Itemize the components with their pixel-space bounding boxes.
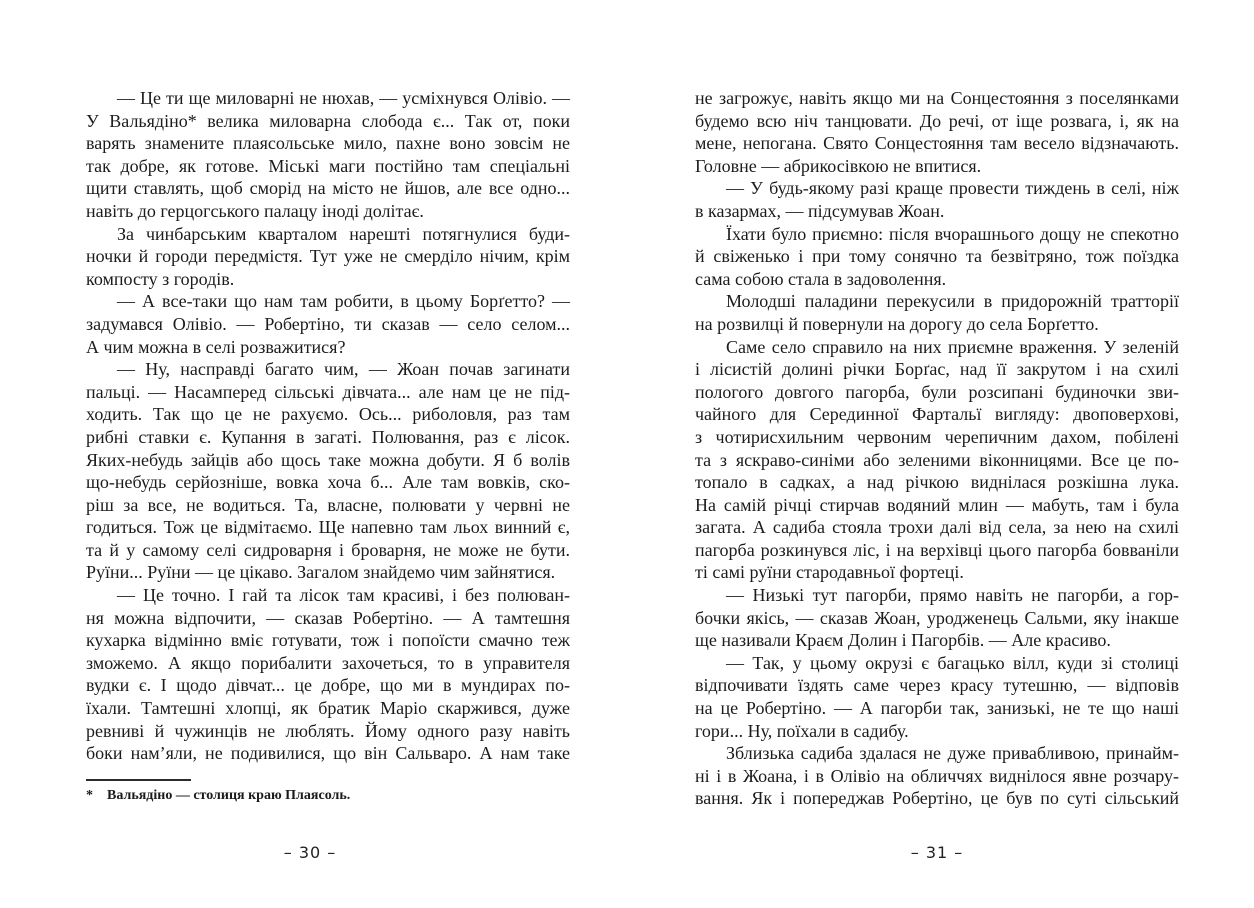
text-line: ня можна відпочити, — сказав Робертіно. — А тамтешня	[86, 607, 570, 628]
text-line: Молодші паладини перекусили в придорожній тратторії	[726, 291, 1179, 312]
text-line: ні і в Жоана, і в Олівіо на обличчях виднілося явне розчару-	[695, 765, 1179, 786]
text-line: У Вальядіно* велика миловарна слобода є... Так от, поки	[86, 110, 570, 131]
text-line: ходить. Так що це не рахуємо. Ось... риболовля, раз там	[86, 404, 570, 425]
text-line: так добре, як готове. Міські маги постійно там спеціальні	[86, 155, 570, 176]
text-line: — У будь-якому разі краще провести тиждень в селі, ніж	[726, 178, 1179, 199]
text-line: пальці. — Насамперед сільські дівчата... але нам це не під-	[86, 381, 570, 402]
text-line: з чотирисхильним червоним черепичним дахом, побілені	[695, 426, 1179, 447]
text-line: ті самі руїни стародавньої фортеці.	[695, 562, 964, 583]
text-line: будемо всю ніч танцювати. До речі, от іще розвага, і, як на	[695, 110, 1179, 131]
footnote-text	[86, 788, 570, 804]
text-line: топало в садках, а над річкою виднілася розкішна лука.	[695, 472, 1179, 493]
text-line: вудки є. І щодо дівчат... це добре, що ми в мундирах по-	[86, 675, 570, 696]
text-line: і лісистій долині річки Борґас, над її закрутом і на схилі	[695, 359, 1179, 380]
footnote-rule	[86, 779, 191, 781]
text-line: ночки й городи передмістя. Тут уже не смерділо нічим, крім	[86, 246, 570, 267]
footnote-label: Вальядіно — столиця краю Плаясоль.	[107, 788, 351, 803]
text-line: годиться. Тож це відмітаємо. Ще напевно там льох винний є,	[86, 517, 570, 538]
text-line: — А все-таки що нам там робити, в цьому Борґетто? —	[117, 291, 570, 312]
text-line: — Це точно. І гай та лісок там красиві, і без полюван-	[117, 585, 570, 606]
text-line: — Це ти ще миловарні не нюхав, — усміхнувся Олівіо. —	[117, 88, 570, 108]
text-line: на це Робертіно. — А пагорби так, занизькі, не те що наші	[695, 698, 1179, 719]
page-left-text-column	[86, 87, 570, 765]
text-line: та з яскраво-синіми або зеленими віконницями. Все це по-	[695, 449, 1179, 470]
text-line: Яких-небудь зайців або щось таке можна добути. Я б волів	[86, 449, 570, 470]
text-line: та й у самому селі сидроварня і броварня, не може не бути.	[86, 539, 570, 560]
text-line: щити ставлять, щоб сморід на місто не йшов, але все одно...	[86, 178, 570, 199]
text-line: А чим можна в селі розважитися?	[86, 336, 346, 357]
text-line: — Низькі тут пагорби, прямо навіть не пагорби, а гор-	[726, 585, 1179, 606]
text-line: пагорба розкинувся ліс, і на верхівці цього пагорба бовваніли	[695, 539, 1179, 560]
text-line: ще називали Краєм Долин і Пагорбів. — Але красиво.	[695, 630, 1111, 651]
text-line: Саме село справило на них приємне враження. У зеленій	[726, 336, 1179, 357]
text-line: чайного для Серединної Фартальї вигляду: двоповерхові,	[695, 404, 1179, 425]
text-line: відпочивати їздять саме через красу тутешню, — відповів	[695, 675, 1179, 696]
text-line: Їхати було приємно: після вчорашнього дощу не спекотно	[726, 223, 1179, 244]
text-line: пологого довгого пагорба, були розсипані будиночки зви-	[695, 381, 1179, 402]
text-line: компосту з городів.	[86, 268, 235, 289]
page-number-left: – 30 –	[283, 843, 337, 862]
text-line: зможемо. А якщо порибалити захочеться, то в управителя	[86, 652, 570, 673]
text-line: навіть до герцогського палацу іноді долітає.	[86, 200, 424, 221]
text-line: в казармах, — підсумував Жоан.	[695, 200, 945, 221]
text-line: сама собою стала в задоволення.	[695, 268, 947, 289]
text-line: мене, непогана. Свято Сонцестояння там весело відзначають.	[695, 133, 1179, 154]
text-line: За чинбарським кварталом нарешті потягнулися буди-	[117, 223, 570, 244]
text-line: кухарка відмінно вміє готувати, тож і попоїсти смачно теж	[86, 630, 570, 651]
page-number-right: – 31 –	[910, 843, 964, 862]
text-line: рибні ставки є. Купання в загаті. Полювання, раз є лісок.	[86, 426, 570, 447]
text-line: Зблизька садиба здалася не дуже привабливою, принайм-	[726, 743, 1179, 764]
text-line: загата. А садиба стояла трохи далі від села, за нею на схилі	[695, 517, 1179, 538]
text-line: Головне — абрикосівкою не впитися.	[695, 155, 982, 176]
text-line: вання. Як і попереджав Робертіно, це був по суті сільський	[695, 788, 1179, 809]
text-line: гори... Ну, поїхали в садибу.	[695, 720, 909, 741]
footnote-marker: *	[86, 788, 93, 803]
text-line: їхали. Тамтешні хлопці, як братик Маріо скаржився, дуже	[86, 698, 570, 719]
text-line: й свіженько і при тому сонячно та безвітряно, тож поїздка	[695, 246, 1179, 267]
text-line: ріш за все, не водиться. Та, власне, полювати у червні не	[86, 494, 570, 515]
text-line: ревниві й чужинців не люблять. Йому одного разу навіть	[86, 720, 570, 741]
text-line: бочки якісь, — сказав Жоан, уродженець Сальми, яку інакше	[695, 607, 1179, 628]
text-line: На самій річці стирчав водяний млин — мабуть, там і була	[695, 494, 1179, 515]
text-line: Руїни... Руїни — це цікаво. Загалом знайдемо чим зайнятися.	[86, 562, 556, 583]
text-line: — Ну, насправді багато чим, — Жоан почав загинати	[117, 359, 570, 380]
page-right-text-column	[695, 87, 1179, 810]
text-line: не загрожує, навіть якщо ми на Сонцестояння з поселянками	[695, 88, 1179, 108]
text-line: на розвилці й повернули на дорогу до села Борґетто.	[695, 313, 1099, 334]
footnote	[86, 779, 570, 804]
text-line: варять знамените плаясольське мило, пахне воно зовсім не	[86, 133, 570, 154]
text-line: задумався Олівіо. — Робертіно, ти сказав — село селом...	[86, 313, 570, 334]
text-line: — Так, у цьому окрузі є багацько вілл, куди зі столиці	[726, 652, 1179, 673]
text-line: боки нам’яли, не подивилися, що він Сальваро. А нам таке	[86, 743, 570, 764]
text-line: що-небудь серйозніше, вовка хоча б... Але там вовків, ско-	[86, 472, 570, 493]
